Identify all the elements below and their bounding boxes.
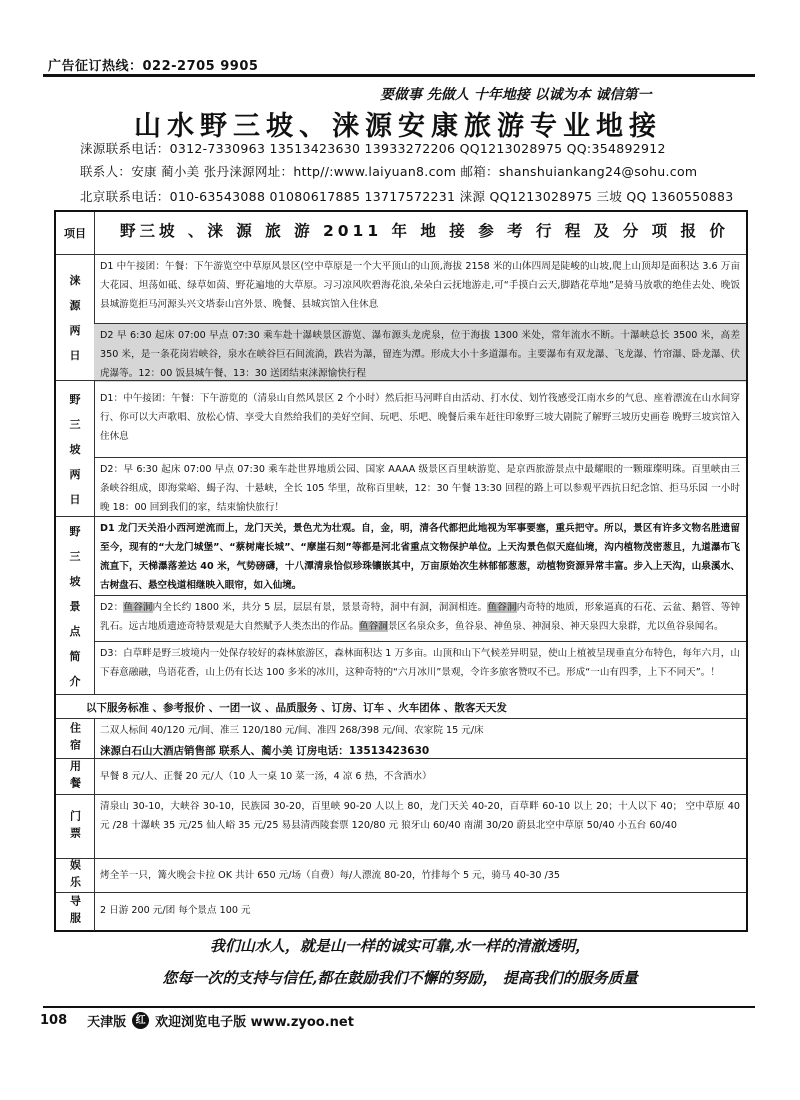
intro-day1: D1 龙门天关沿小西河逆流而上，龙门天关，景色尤为壮观。自，金，明，清各代都把此地视为军事要塞，重兵把守。所以，景区有许多文物名胜遗留至今，现有的“大龙门城堡”、“蔡树庵长城”、“摩崖石刻”等都是河北省重点文物保护单位。上天沟景色似天庭仙境，沟内植物茂密葱且，九道瀑布飞流直下，天梯瀑落差达 40 米，气势磅礴，十八潭清泉恰似珍珠镶嵌其中，万亩原始次生林郁郁葱葱，动植物资源异常丰富。步入上天沟，山泉溪水、古树盘石、悬空栈道相继映入眼帘，如入仙境。 [100,523,740,591]
table-header-row [56,212,746,254]
row-label-entertainment: 娱乐 [56,859,95,893]
sanpo-day1: D1：中午接团：午餐：下午游览的（清泉山自然风景区 2 个小时）然后拒马河畔自由活动、打水仗、划竹筏感受江南水乡的气息、座着漂流在山水间穿行、你可以大声歌唱、放松心情、享受大自然给我们的美好空间、玩吧、乐吧、晚餐后乘车赶往印象野三坡大剧院了解野三坡历史画卷 晚野三坡宾馆入住休息 [100,393,740,442]
closing-line-2: 您每一次的支持与信任,都在鼓励我们不懈的努励， 提高我们的服务质量 [162,969,638,987]
top-divider [43,74,755,77]
entertainment-text: 烤全羊一只，篝火晚会卡拉 OK 共计 650 元/场（自费）每/人漂流 80-20，竹排每个 5 元，骑马 40-30 /35 [100,870,560,881]
table-row-entertainment [56,858,746,893]
contact-line-people: 联系人：安康 蔺小美 张丹涞源网址：http//:www.laiyuan8.com 邮箱：shanshuiankang24@sohu.com [80,164,698,179]
table-row-guide [56,892,746,931]
table-row-meals [56,758,746,795]
page-footer [40,1011,354,1030]
tickets-text: 清泉山 30-10，大峡谷 30-10，民族园 30-20，百里峡 90-20 人以上 80，龙门天关 40-20，百草畔 60-10 以上 20；十人以下 40； 空中草原 40 元 /28 十瀑峡 35 元/25 仙人峪 35 元/25 易县清西陵套票 120/80 元 狼牙山 60/40 南湖 30/20 蔚县北空中草原 50/40 小五台 60/40 [100,801,740,831]
sanpo-day2: D2：早 6:30 起床 07:00 早点 07:30 乘车赴世界地质公园、国家 AAAA 级景区百里峡游览、是京西旅游景点中最耀眼的一颗璀璨明珠。百里峡由三条峡谷组成，即海棠峪、蝎子沟、十悬峡，全长 105 华里，故称百里峡，12：30 午餐 13:30 回程的路上可以参观平西抗日纪念馆、拒马乐园 一小时晚 18：00 回到我们的家，结束愉快旅行！ [100,464,740,513]
header-label: 项目 [56,212,95,254]
table-row-intro [56,516,746,695]
table-row-lodging [56,718,746,759]
row-label-sanpo: 野 三 坡 两 日 [56,381,95,517]
intro-day3: D3：白草畔是野三坡境内一处保存较好的森林旅游区，森林面积达 1 万多亩。山顶和山下气候差异明显，使山上植被呈现垂直分布特色，每年六月，山下春意融融，鸟语花香，山上仍有长达 100 多米的冰川，这种奇特的“六月冰川”景观，令许多旅客赞叹不已。形成“一山有四季，上下不同天”。！ [100,648,740,678]
table-title: 野三坡 、涞 源 旅 游 2011 年 地 接 参 考 行 程 及 分 项 报 价 [120,222,729,240]
table-row-laiyuan [56,254,746,381]
guide-text: 2 日游 200 元/团 每个景点 100 元 [100,905,251,916]
lodging-contact: 涞源白石山大酒店销售部 联系人、蔺小美 订房电话：13513423630 [100,745,430,757]
row-label-meals: 用餐 [56,759,95,795]
footer-website[interactable]: 欢迎浏览电子版 www.zyoo.net [155,1015,354,1030]
edition-label: 天津版 [87,1015,127,1030]
row-label-laiyuan: 涞 源 两 日 [56,255,95,381]
highlight-cave-name: 鱼谷洞 [487,602,517,613]
ad-hotline: 广告征订热线：022-2705 9905 [48,59,259,74]
row-label-lodging: 住宿 [56,719,95,759]
highlight-cave-name: 鱼谷洞 [359,621,388,632]
laiyuan-day1: D1 中午接团：午餐：下午游览空中草原风景区(空中草原是一个大平顶山的山顶,海拔 2158 米的山体四周是陡峻的山坡,爬上山顶却是面积达 3.6 万亩大花园、坦荡如砥、绿草如茵、野花遍地的大草原。习习凉风吹碧海花浪,朵朵白云抚地游走,可“手摸白云天,脚踏花草地”是骑马放歌的绝佳去处、晚饭县城游览拒马河源头兴文塔泰山宫外景、晚餐、县城宾馆入住休息 [100,261,740,310]
table-row-sanpo [56,380,746,517]
table-row-tickets [56,794,746,859]
lodging-prices: 二双人标间 40/120 元/间、准三 120/180 元/间、准四 268/398 元/间、农家院 15 元/床 [100,725,484,736]
closing-line-1: 我们山水人，就是山一样的诚实可靠,水一样的清澈透明， [209,937,591,955]
bottom-divider [43,1006,755,1008]
row-label-intro: 野 三 坡 景 点 简 介 [56,517,95,695]
edition-badge-icon: 红 [132,1012,149,1029]
page-number: 108 [40,1013,68,1028]
table-row-services [56,694,746,719]
meals-text: 早餐 8 元/人、正餐 20 元/人（10 人一桌 10 菜一汤，4 凉 6 热，不含酒水） [100,771,432,782]
slogan: 要做事 先做人 十年地接 以诚为本 诚信第一 [380,87,652,103]
intro-day2: D2：鱼谷洞内全长约 1800 米，共分 5 层，层层有景，景景奇特，洞中有洞，洞洞相连。鱼谷洞内奇特的地质，形象逼真的石花、云盆、鹅管、等钟乳石。远古地质遗迹奇特景观是大自然赋予人类杰出的作品。鱼谷洞景区名泉众多，鱼谷泉、神鱼泉、神洞泉、神天泉四大泉群，尤以鱼谷泉闻名。 [100,602,741,632]
itinerary-table [54,210,748,932]
row-label-tickets: 门票 [56,795,95,859]
row-label-guide: 导服 [56,893,95,931]
highlight-cave-name: 鱼谷洞 [123,602,153,613]
laiyuan-day2: D2 早 6:30 起床 07:00 早点 07:30 乘车赴十瀑峡景区游览、瀑布源头龙虎泉，位于海拔 1300 米处，常年流水不断。十瀑峡总长 3500 米，高差 350 米，是一条花岗岩峡谷，泉水在峡谷巨石间流淌，跌岩为瀑，留连为潭。形成大小十多道瀑布。主要瀑布有双龙瀑、飞龙瀑、竹帘瀑、卧龙瀑、伏虎瀑等。12：00 饭县城午餐、13：30 送团结束涞源愉快行程 [100,330,740,379]
contact-line-beijing: 北京联系电话：010-63543088 01080617885 13717572231 涞源 QQ1213028975 三坡 QQ 1360550883 [80,189,734,204]
contact-line-laiyuan: 涞源联系电话：0312-7330963 13513423630 13933272206 QQ1213028975 QQ:354892912 [80,141,666,156]
page-title: 山水野三坡、涞源安康旅游专业地接 [134,111,662,142]
services-line: 以下服务标准 、参考报价 、一团一议 、品质服务 、订房、订车 、火车团体 、散客天天发 [86,702,507,714]
